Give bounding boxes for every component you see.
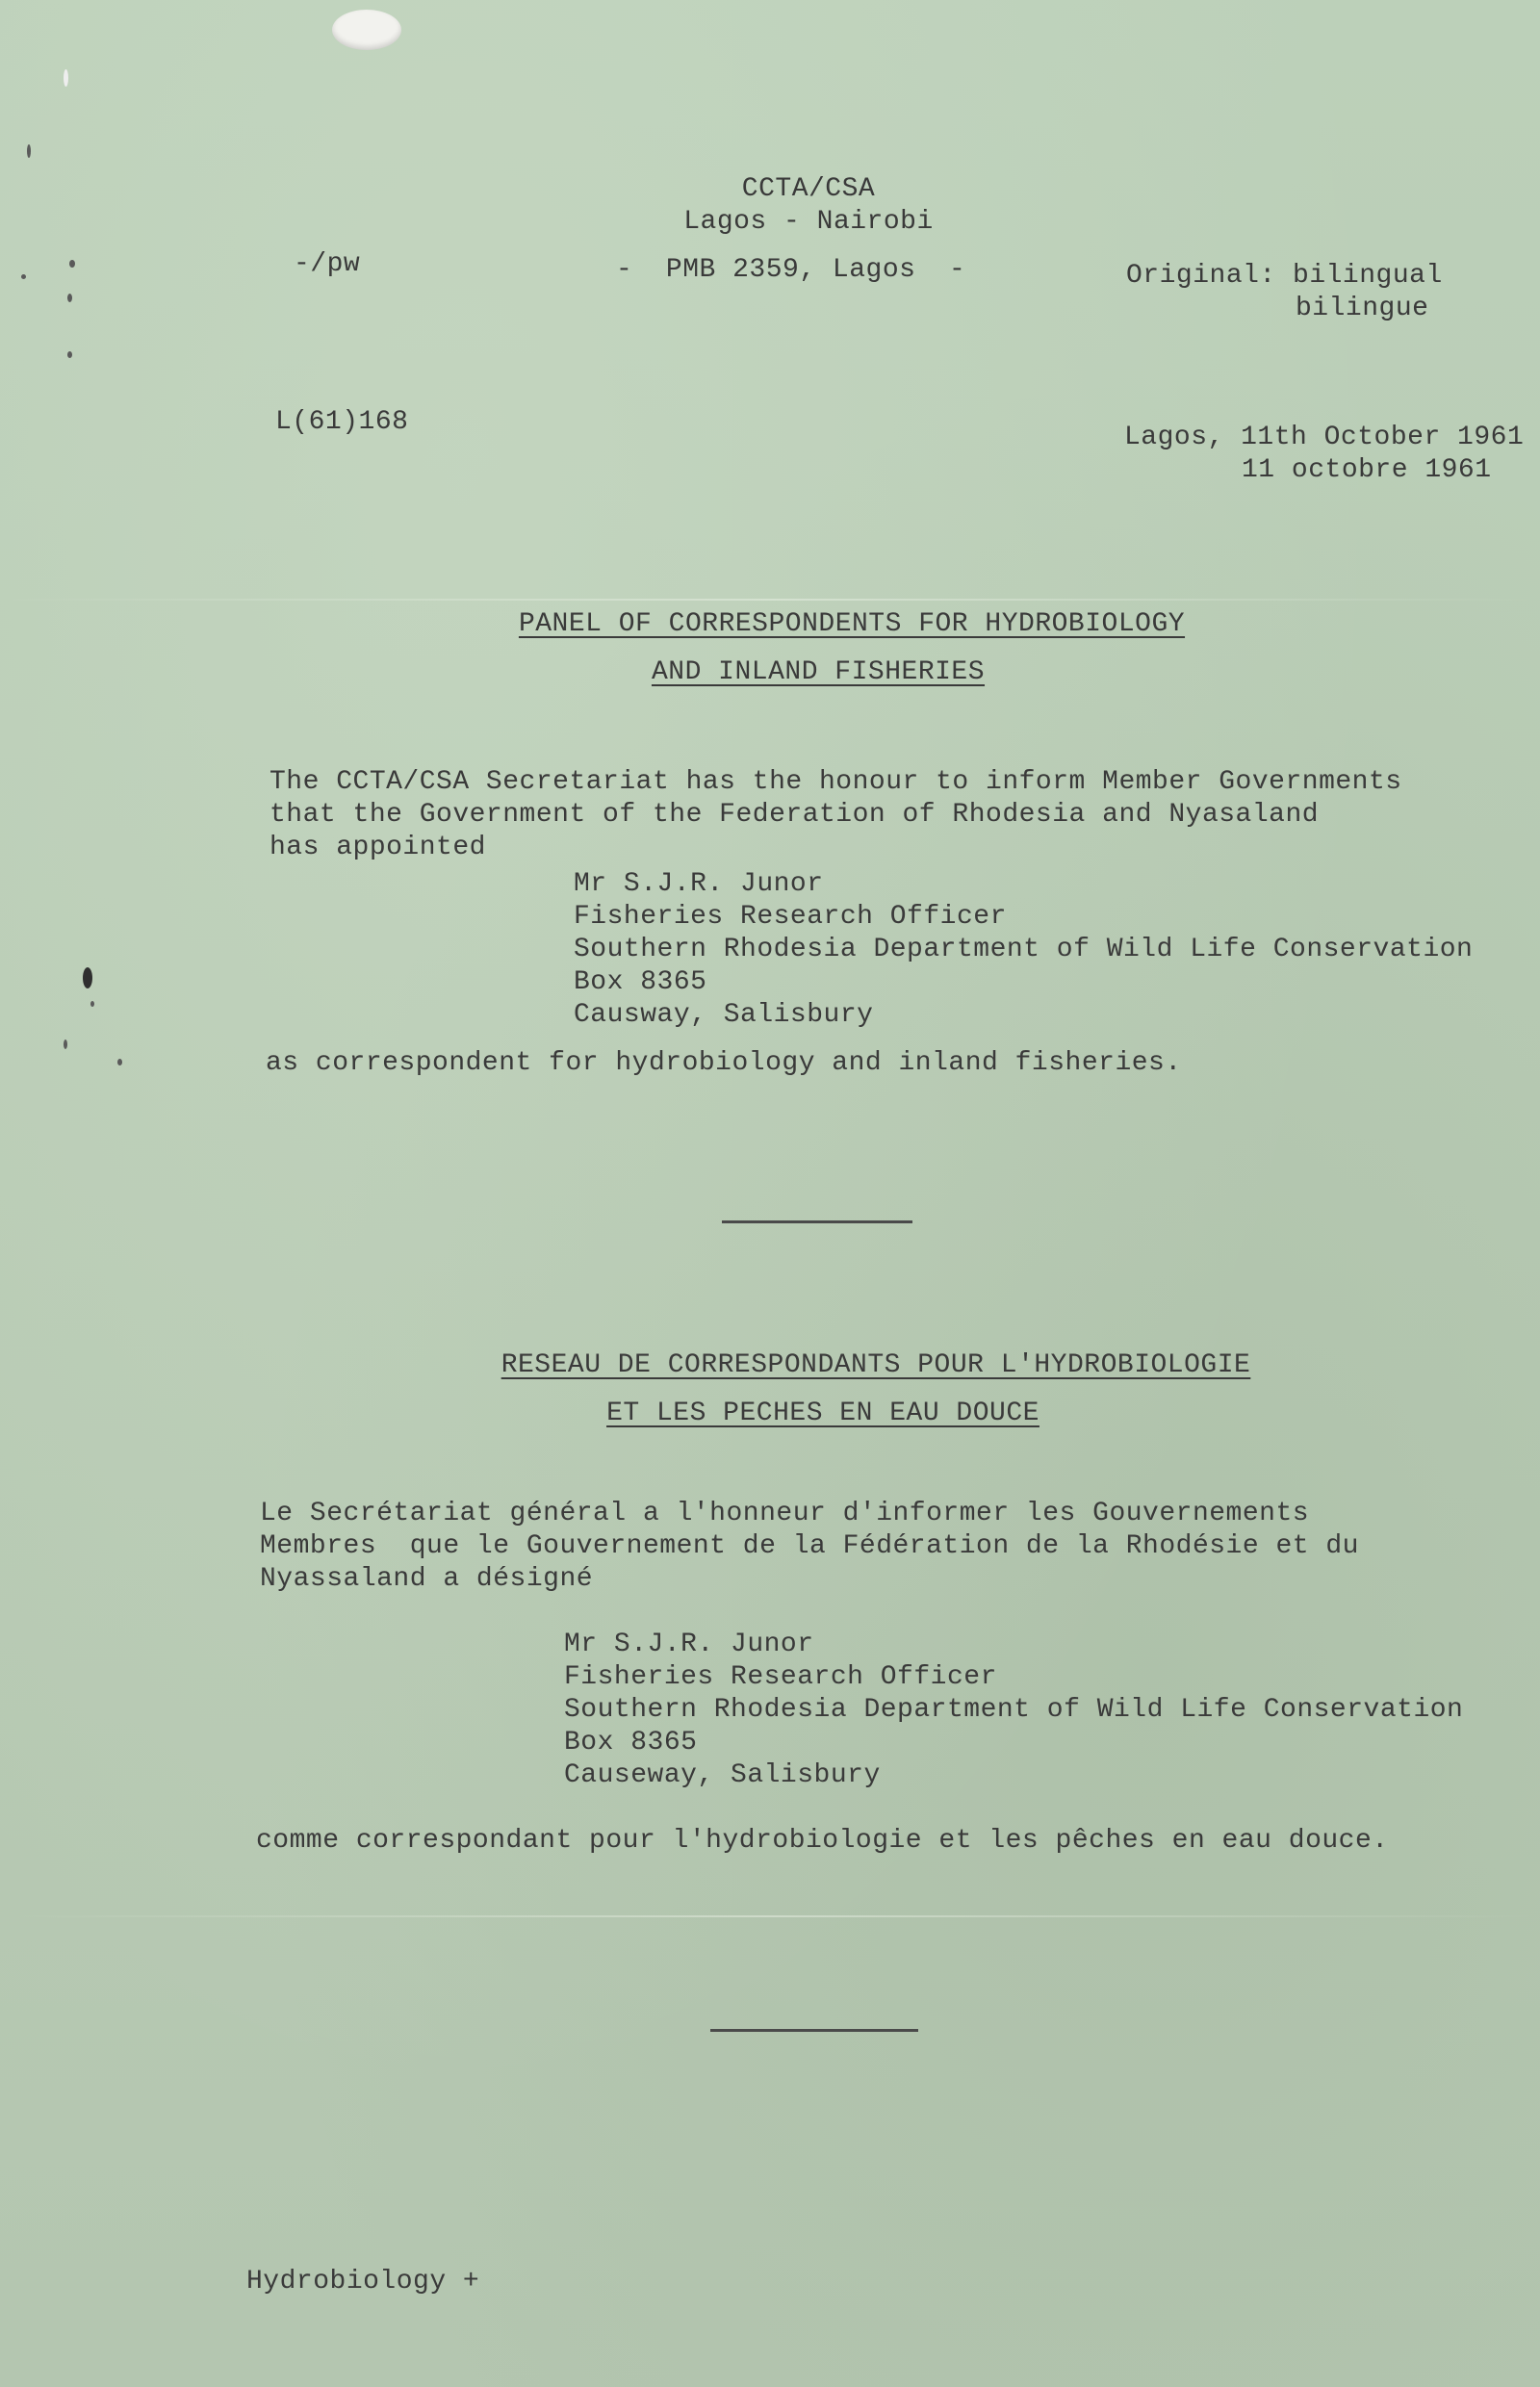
appointee-name: Mr S.J.R. Junor [574, 869, 824, 899]
ink-speck [27, 144, 31, 158]
appointee-box: Box 8365 [574, 967, 707, 997]
french-intro [260, 1498, 1359, 1596]
org-address: - PMB 2359, Lagos - [616, 255, 966, 285]
french-closing: comme correspondant pour l'hydrobiologie et les pêches en eau douce. [256, 1826, 1389, 1856]
intro-line: that the Government of the Federation of Rhodesia and Nyasaland [270, 800, 1320, 830]
appointee-box: Box 8365 [564, 1728, 698, 1758]
ink-speck [64, 1040, 67, 1049]
original-language-fr: bilingue [1296, 294, 1429, 323]
paper-fold-line [0, 1915, 1540, 1917]
section-divider [722, 1220, 912, 1223]
appointee-title: Fisheries Research Officer [564, 1662, 997, 1692]
ink-speck [69, 260, 75, 268]
ink-speck [67, 351, 72, 358]
english-title-line2: AND INLAND FISHERIES [651, 657, 986, 687]
appointee-name: Mr S.J.R. Junor [564, 1630, 814, 1659]
date-english: Lagos, 11th October 1961 [1124, 423, 1525, 452]
ink-speck [90, 1001, 94, 1007]
english-closing: as correspondent for hydrobiology and inland fisheries. [266, 1048, 1182, 1078]
intro-line: Nyassaland a désigné [260, 1564, 594, 1594]
french-appointee [564, 1629, 1463, 1792]
intro-line: Le Secrétariat général a l'honneur d'informer les Gouvernements [260, 1499, 1310, 1528]
section-divider [710, 2029, 918, 2032]
org-cities: Lagos - Nairobi [683, 207, 934, 237]
intro-line: has appointed [270, 833, 486, 862]
english-title-line1: PANEL OF CORRESPONDENTS FOR HYDROBIOLOGY [518, 609, 1186, 639]
appointee-city: Causeway, Salisbury [564, 1760, 881, 1790]
ink-speck [21, 274, 26, 279]
ink-speck [67, 294, 72, 302]
org-name: CCTA/CSA [741, 174, 876, 204]
intro-line: Membres que le Gouvernement de la Fédération de la Rhodésie et du [260, 1531, 1359, 1561]
punch-hole [332, 10, 401, 50]
ink-speck [64, 69, 68, 87]
date-french: 11 octobre 1961 [1242, 455, 1492, 485]
distribution-note: Hydrobiology + [246, 2267, 480, 2297]
appointee-department: Southern Rhodesia Department of Wild Life Conservation [564, 1695, 1464, 1725]
french-title-line1: RESEAU DE CORRESPONDANTS POUR L'HYDROBIOLOGIE [500, 1350, 1251, 1380]
ink-speck [83, 967, 92, 988]
intro-line: The CCTA/CSA Secretariat has the honour to inform Member Governments [270, 767, 1402, 797]
appointee-department: Southern Rhodesia Department of Wild Life Conservation [574, 935, 1474, 964]
english-appointee [574, 868, 1473, 1032]
ref-initials: -/pw [294, 249, 361, 279]
french-title-line2: ET LES PECHES EN EAU DOUCE [606, 1399, 1040, 1428]
appointee-title: Fisheries Research Officer [574, 902, 1007, 932]
original-language: Original: bilingual [1126, 261, 1443, 291]
paper-fold-line [0, 599, 1540, 601]
english-intro [270, 766, 1402, 864]
ink-speck [117, 1059, 122, 1065]
document-reference: L(61)168 [275, 407, 409, 437]
appointee-city: Causway, Salisbury [574, 1000, 874, 1030]
